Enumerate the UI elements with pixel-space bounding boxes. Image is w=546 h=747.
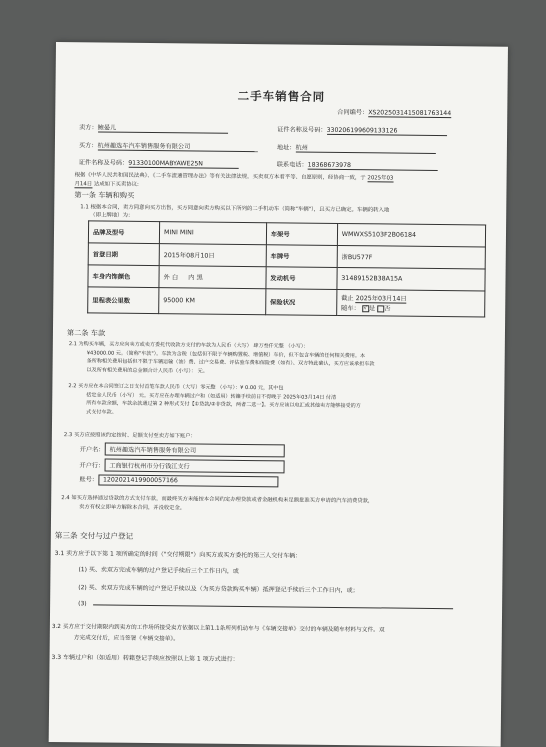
clause-3-1-option-3: (3) — [78, 600, 453, 611]
table-row: 车身内饰颜色 外 白 内 黑 发动机号 31489152B38A15A — [88, 265, 485, 291]
buyer-address: 杭州 — [295, 143, 435, 154]
contract-number: 合同编号：XS2025031415081763144 — [337, 108, 452, 118]
clause-3-3: 3.3 车辆过户和（如适用）转籍登记手续应按照以上第 1 项方式进行： — [51, 653, 239, 663]
checkbox-yes[interactable]: √ — [363, 304, 368, 311]
seller-name: 鲍晏儿 — [98, 122, 228, 133]
clause-1-1-line-1: 1.1 根据本合同，卖方同意向买方出售，买方同意向卖方购买以下所列的二手机动车（简称"车辆"），且买方已确定。车辆的转入地 — [80, 204, 390, 214]
clause-3-1-option-2: (2) 买、卖双方完成车辆的过户登记手续以及（为买方贷款购买车辆）抵押登记手续后三个工作日内，或； — [78, 584, 359, 595]
cert-line: 证件名称及号码：91330100MABYAWE25N — [79, 157, 239, 169]
account-number: 账号： 1202021419900057166 — [79, 474, 278, 487]
buyer-name: 杭州趣选车汽车销售服务有限公司 — [97, 140, 257, 152]
phone-value: 18368673978 — [308, 162, 438, 171]
cert-value: 91330100MABYAWE25N — [128, 160, 238, 169]
seller-id-line: 证件名称及号码：330206199609133126 — [277, 124, 447, 136]
article-2-heading: 第二条 车款 — [66, 328, 106, 338]
article-1-heading: 第一条 车辆和购买 — [74, 190, 135, 200]
table-row: 里程表公里数 95000 KM 保险状况 截止 2025年03月14日 随车： √ 是 否 — [88, 287, 485, 317]
phone-line: 联系电话：18368673978 — [277, 159, 438, 171]
document-title: 二手车销售合同 — [237, 88, 326, 104]
clause-2-2: 2.2 买方应在本合同签订之日支付首笔车款人民币（大写）零元整 （小写）：¥ 0.00 元，其中包 括定金人民币（小写） 元。买方应在办理车辆过户和（如适用）转籍手续前日不得晚于 2025年03月14日 付清 所有车款余额，车款余款通过第 2 种形式支付【①贷款/②非贷款，两者二选一】。买方应该以电汇或其他卖方能够接受的方 式支付车款。 — [68, 383, 361, 416]
buyer-addr-line: 地址：杭州 — [277, 142, 436, 154]
preamble-line-1: 根据《中华人民共和国民法典》、《二手车流通管理办法》等有关法律法规，买卖双方本着平等、自愿原则，经协商一致，于 2025年03 — [74, 172, 394, 182]
buyer-line: 买方：杭州趣选车汽车销售服务有限公司 — [79, 140, 258, 152]
clause-1-1-line-2: （即上牌地）为： — [90, 212, 134, 219]
clause-2-1: 2.1 为购买车辆，买方应向卖方或卖方委托代收款方支付的车款为人民币（大写） 肆万叁仟元整 （小写）： ¥43000.00 元。（简称"车款"）。车款为含税（包括但不限于车辆购置税、增值税）车价，但不包含车辆的任何相关费用。本 条所称相关费用包括但不限于车辆运输（油）费、过户交易费、评估验车费和保险费（如有）、双方特此确认，买方应该承担车款 以及所有相关费用的总金额合计人民币（小写）： 元。 — [68, 341, 375, 375]
table-row: 品牌及型号 MINI MINI 车架号 WMWXS5103F2B06184 — [88, 221, 485, 247]
table-row: 首登日期 2015年08月10日 车牌号 浙BU577F — [88, 243, 485, 269]
bank-value: 工商银行杭州市分行钱江支行 — [104, 459, 284, 474]
account-number-value: 1202021419900057166 — [98, 474, 278, 487]
article-3-heading: 第三条 交付与过户登记 — [54, 531, 134, 541]
clause-3-1-option-1: (1) 买、卖双方完成车辆的过户登记手续后三个工作日内，或 — [78, 566, 239, 575]
clause-2-4: 2.4 如买方选择通过贷款的方式支付车款，而最终买方未能按本合同约定办理贷款或者金融机构未足额批准买方申请的汽车消费贷款， 卖方有权立即单方解除本合同，并没收定金。 — [61, 495, 374, 512]
vehicle-table — [87, 220, 486, 317]
contract-number-value: XS2025031415081763144 — [368, 109, 452, 118]
seller-line: 卖方：鲍晏儿 — [79, 122, 228, 134]
account-holder: 开户名： 杭州趣选汽车销售服务有限公司 — [80, 442, 285, 457]
clause-2-3: 2.3 买方应按照该约定按时、足额支付至卖方如下账户： — [63, 432, 196, 440]
clause-3-2: 3.2 买方应于交付期限内到卖方的工作场所接受卖方依据以上第1.1条所列机动车与《车辆交接单》交付的车辆及随车材料与文件。双 方完成交付后，应当签署《车辆交接单》。 — [51, 623, 385, 643]
clause-3-1: 3.1 卖方应于以下第 1 项所确定的时间（"交付期限"）向买方或买方委托的第三人交付车辆： — [54, 550, 302, 560]
seller-id-value: 330206199609133126 — [327, 127, 447, 136]
contract-page — [49, 42, 508, 747]
bank: 开户行： 工商银行杭州市分行钱江支行 — [80, 458, 285, 473]
account-holder-value: 杭州趣选汽车销售服务有限公司 — [104, 443, 284, 458]
preamble-line-2: 月14日 达成如下买卖协议: — [74, 181, 139, 188]
